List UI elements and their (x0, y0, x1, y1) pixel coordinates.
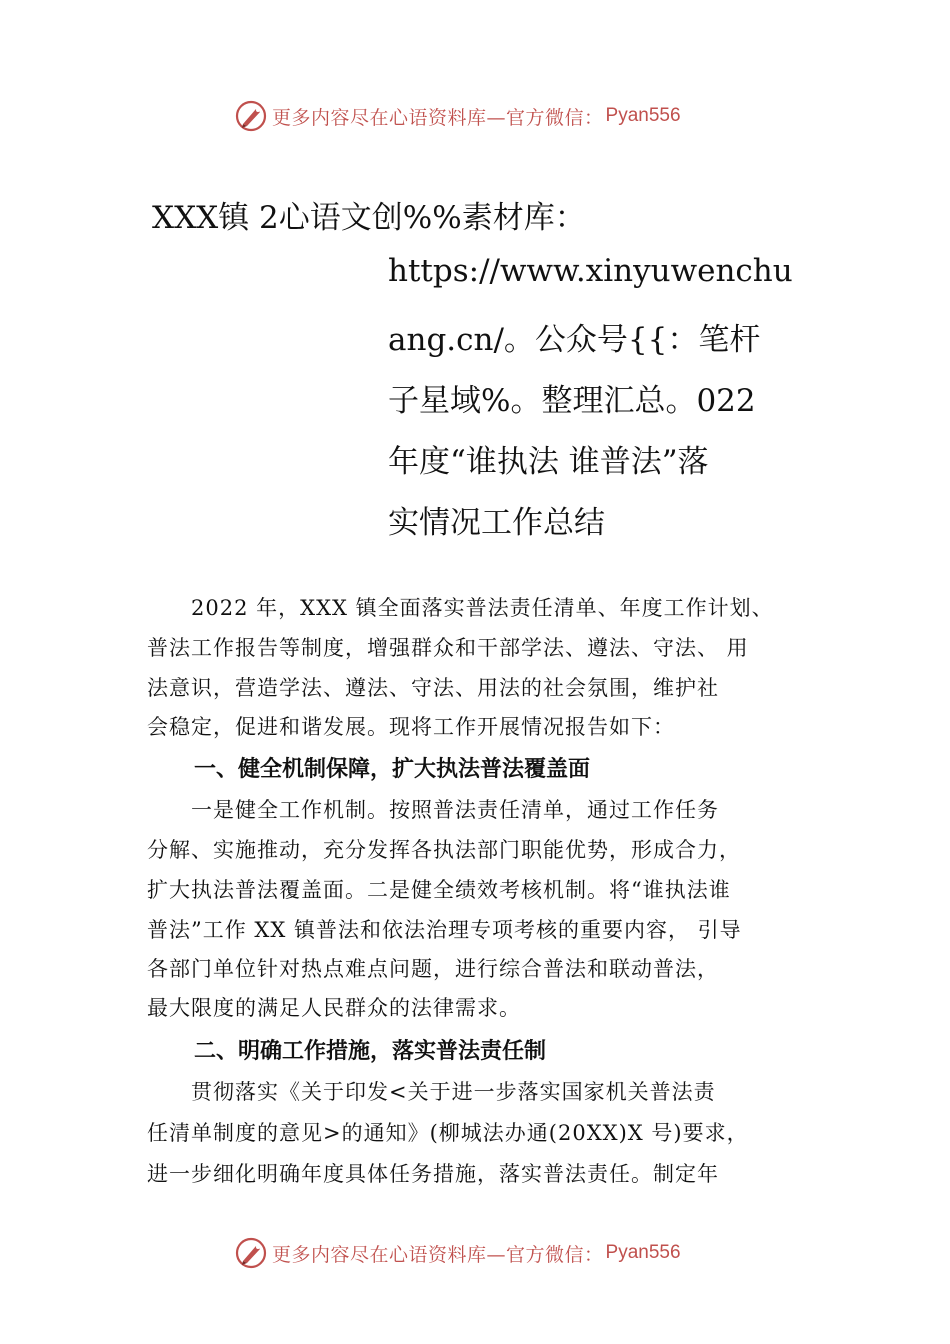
pen-logo-icon (234, 99, 268, 133)
pen-logo-icon (234, 1236, 268, 1270)
body-line: 2022 年，XXX 镇全面落实普法责任清单、年度工作计划、 (147, 596, 774, 620)
banner-text: 更多内容尽在心语资料库—官方微信： (272, 106, 604, 129)
banner-text: 更多内容尽在心语资料库—官方微信： (272, 1243, 604, 1266)
body-line: 进一步细化明确年度具体任务措施，落实普法责任。制定年 (147, 1162, 719, 1186)
body-line: 扩大执法普法覆盖面。二是健全绩效考核机制。将“谁执法谁 (147, 878, 731, 902)
body-line: 会稳定，促进和谐发展。现将工作开展情况报告如下： (147, 715, 675, 739)
body-line: 一是健全工作机制。按照普法责任清单，通过工作任务 (147, 798, 719, 822)
title-line-1: XXX镇 2心语文创%%素材库： (152, 200, 586, 236)
body-line: 最大限度的满足人民群众的法律需求。 (147, 996, 521, 1020)
title-line-4: 子星域%。整理汇总。022 (388, 383, 756, 419)
body-line: 贯彻落实《关于印发<关于进一步落实国家机关普法责 (147, 1080, 716, 1104)
body-line: 普法工作报告等制度，增强群众和干部学法、遵法、守法、 用 (147, 636, 749, 660)
title-line-6: 实情况工作总结 (388, 505, 605, 541)
body-line: 任清单制度的意见>的通知》(柳城法办通(20XX)X 号)要求， (147, 1121, 749, 1145)
title-line-5: 年度“谁执法 谁普法”落 (388, 444, 709, 480)
title-line-3: ang.cn/。公众号{{：笔杆 (388, 322, 761, 358)
banner-handle: Pyan556 (605, 1242, 681, 1263)
header-banner (0, 96, 950, 136)
title-line-2: https://www.xinyuwenchu (388, 253, 793, 289)
body-line: 普法”工作 XX 镇普法和依法治理专项考核的重要内容， 引导 (147, 918, 742, 942)
banner-handle: Pyan556 (605, 105, 681, 126)
body-line: 法意识，营造学法、遵法、守法、用法的社会氛围，维护社 (147, 676, 719, 700)
body-line: 分解、实施推动，充分发挥各执法部门职能优势，形成合力， (147, 838, 741, 862)
section-heading-2: 二、明确工作措施，落实普法责任制 (194, 1039, 547, 1064)
section-heading-1: 一、健全机制保障，扩大执法普法覆盖面 (194, 757, 591, 782)
footer-banner (0, 1233, 950, 1273)
body-line: 各部门单位针对热点难点问题，进行综合普法和联动普法， (147, 957, 719, 981)
